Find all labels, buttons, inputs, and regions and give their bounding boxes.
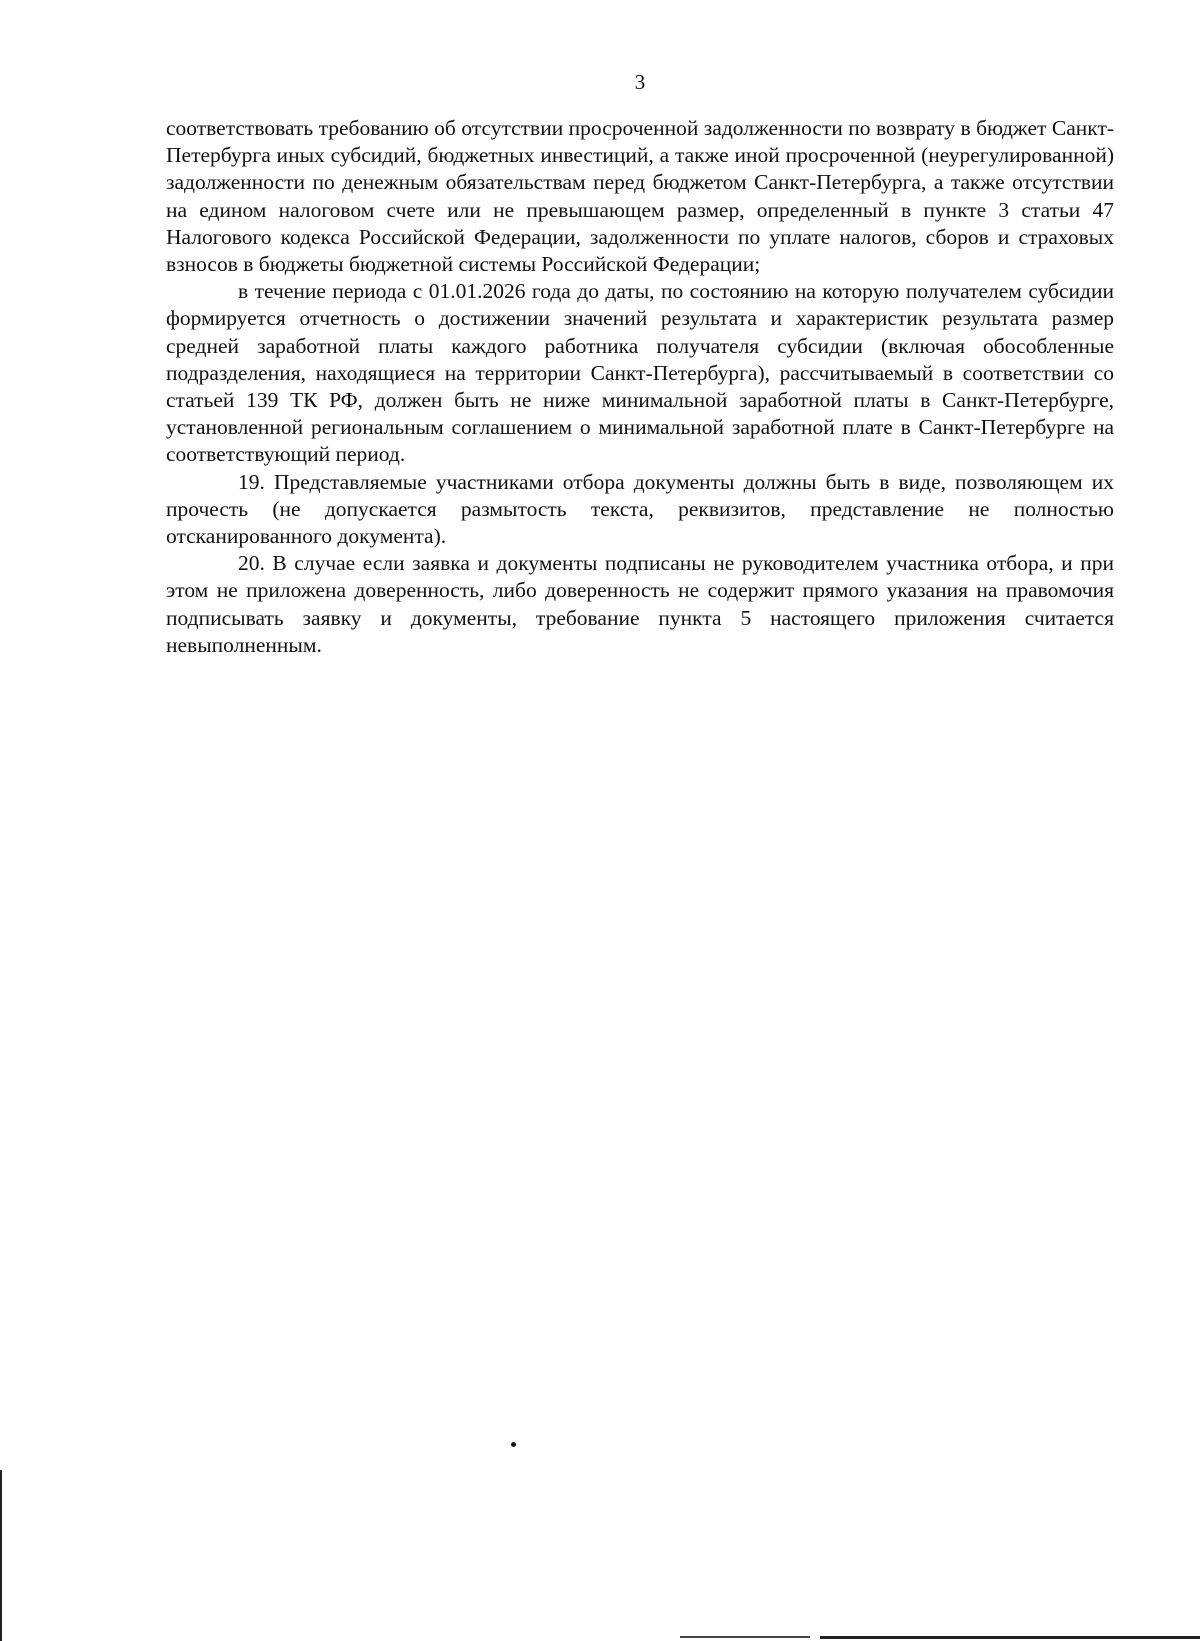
page-number: 3	[634, 70, 646, 94]
paragraph-requirement-debt: соответствовать требованию об отсутствии просроченной задолженности по возврату в бюджет Санкт-Петербурга иных субсидий, бюджетных инвестиций, а также иной просроченной (неурегулированной) задолженности по денежным обязательствам перед бюджетом Санкт-Петербурга, а также отсутствии на едином налоговом счете или не превышающем размер, определенный в пункте 3 статьи 47 Налогового кодекса Российской Федерации, задолженности по уплате налогов, сборов и страховых взносов в бюджеты бюджетной системы Российской Федерации;	[166, 116, 1114, 277]
scan-edge-bottom-left	[680, 1636, 810, 1638]
scan-speck	[511, 1442, 516, 1447]
paragraph-requirement-salary: в течение периода с 01.01.2026 года до даты, по состоянию на которую получателем субсидии формируется отчетность о достижении значений результата и характеристик результата размер средней заработной платы каждого работника получателя субсидии (включая обособленные подразделения, находящиеся на территории Санкт-Петербурга), рассчитываемый в соответствии со статьей 139 ТК РФ, должен быть не ниже минимальной заработной платы в Санкт-Петербурге, установленной региональным соглашением о минимальной заработной плате в Санкт-Петербурге на соответствующий период.	[166, 279, 1114, 467]
paragraph-item-20: 20. В случае если заявка и документы подписаны не руководителем участника отбора, и при этом не приложена доверенность, либо доверенность не содержит прямого указания на правомочия подписывать заявку и документы, требование пункта 5 настоящего приложения считается невыполненным.	[166, 551, 1114, 657]
document-body	[166, 115, 1114, 659]
scan-edge-left	[0, 1470, 2, 1641]
scan-edge-bottom-right	[820, 1636, 1200, 1639]
paragraph-item-19: 19. Представляемые участниками отбора документы должны быть в виде, позволяющем их прочесть (не допускается размытость текста, реквизитов, представление не полностью отсканированного документа).	[166, 469, 1114, 549]
